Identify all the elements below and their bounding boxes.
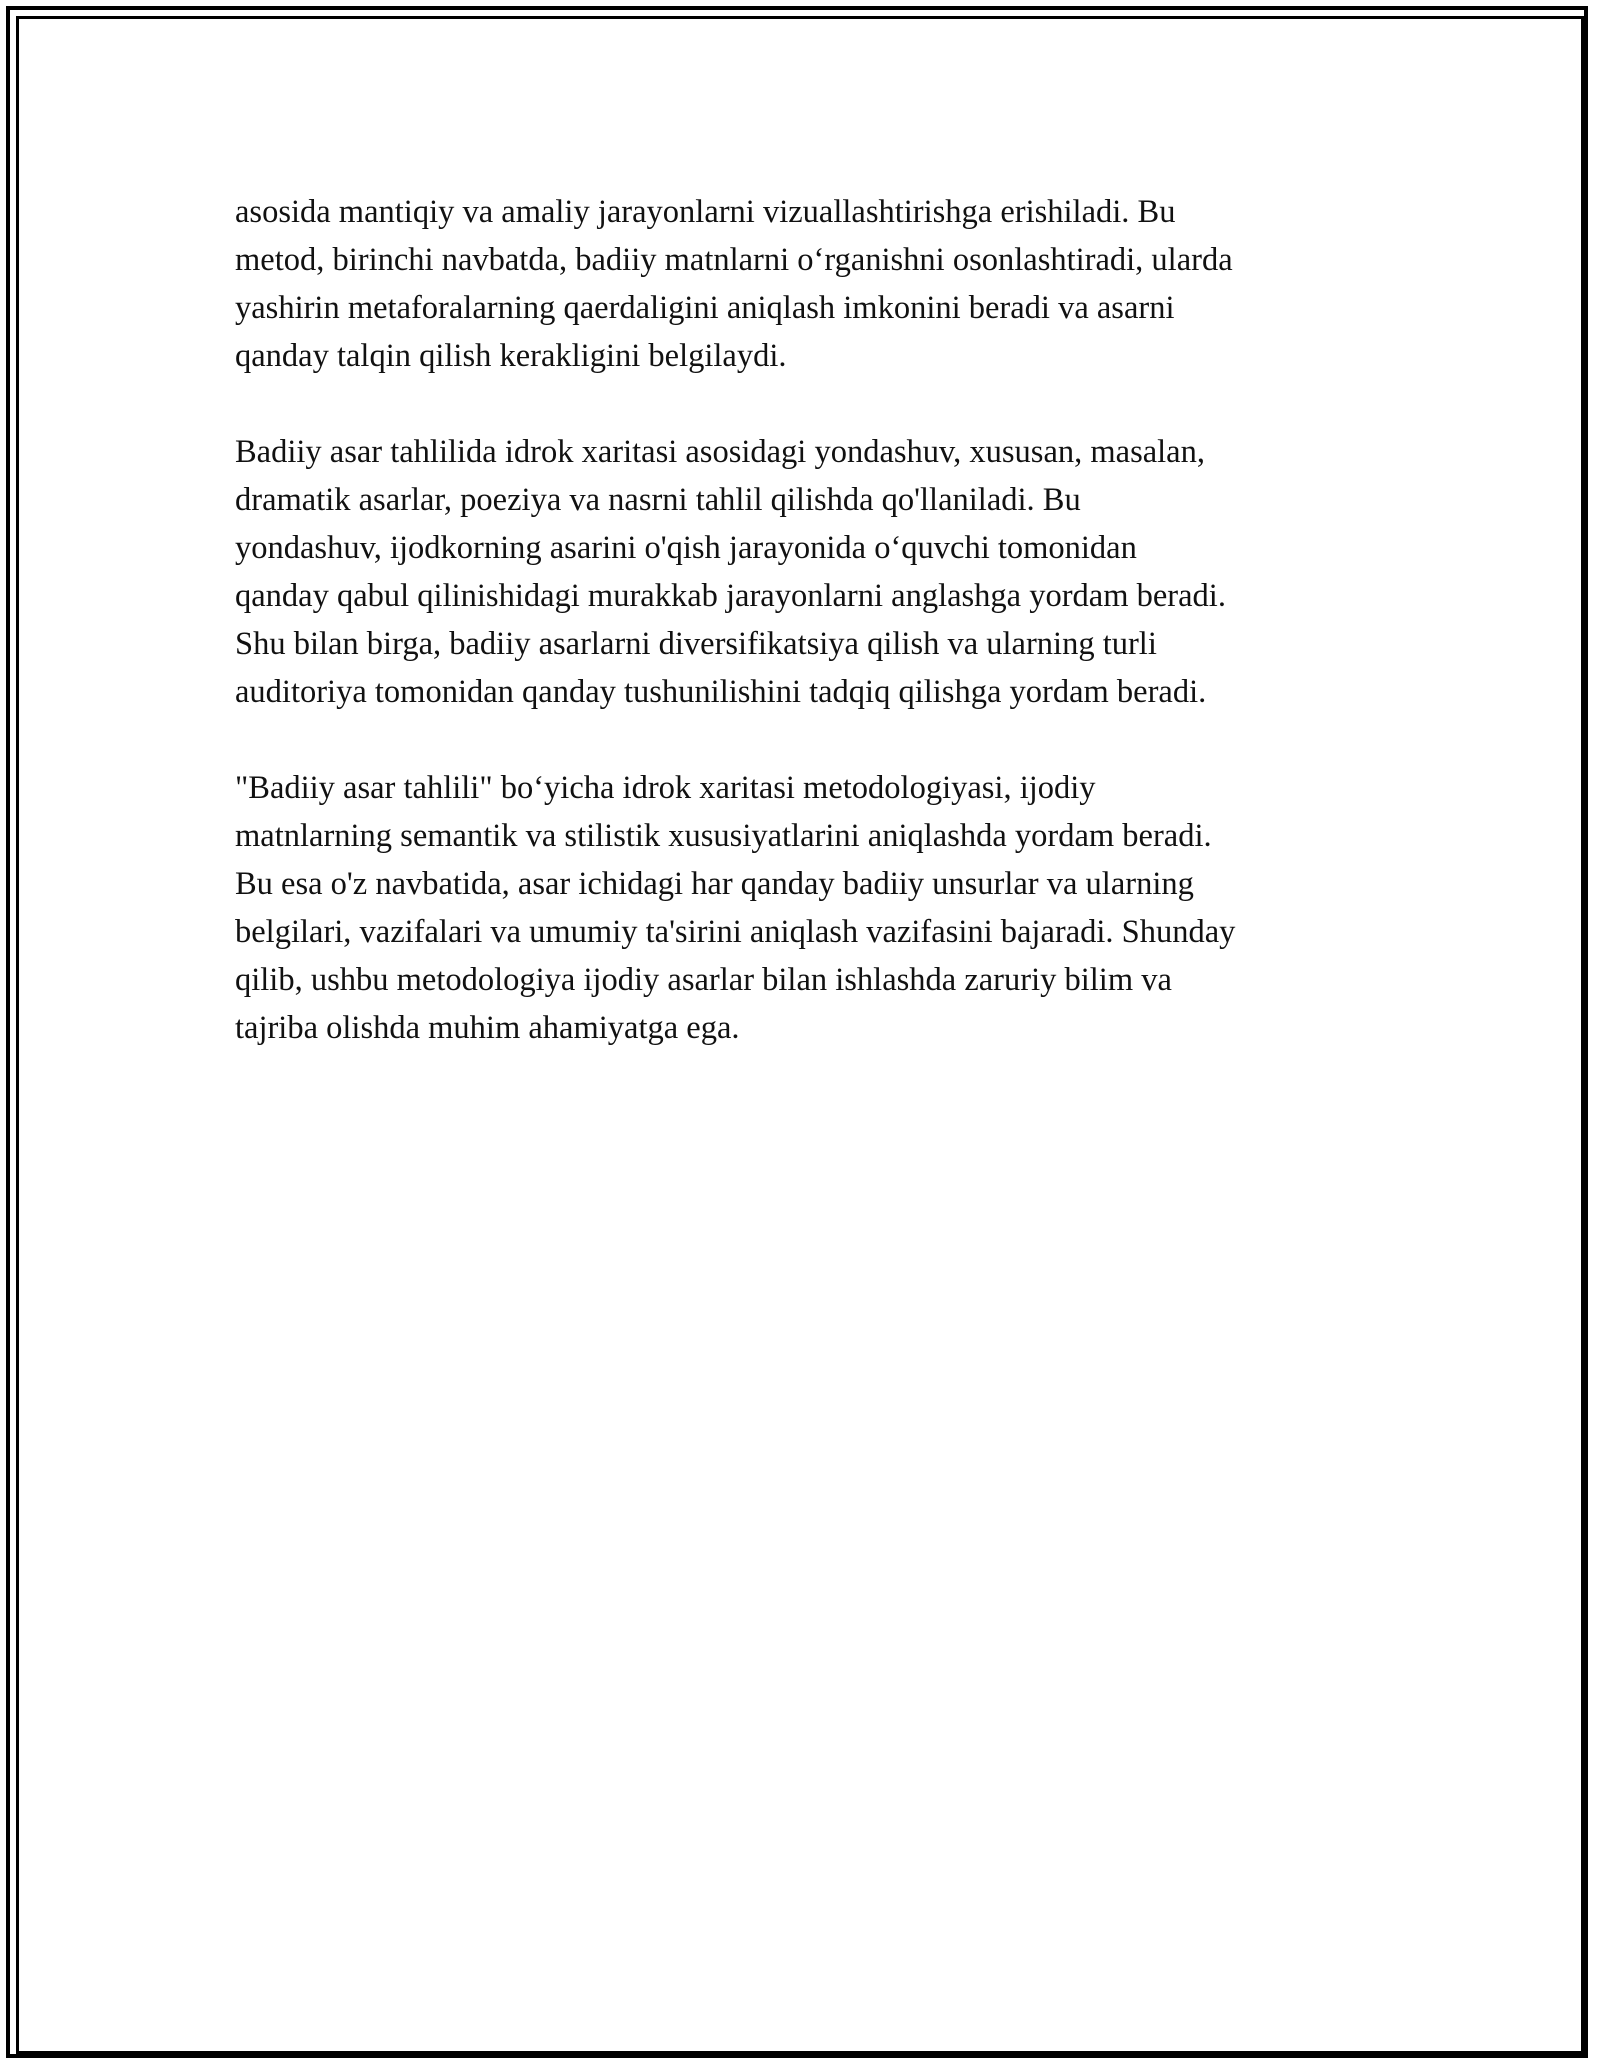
paragraph-3: "Badiiy asar tahlili" bo‘yicha idrok xaritasi metodologiyasi, ijodiy matnlarning semantik va stilistik xususiyatlarini aniqlashda yordam beradi. Bu esa o'z navbatida, asar ichidagi har qanday badiiy unsurlar va ularning belgilari, vazifalari va umumiy ta'sirini aniqlash vazifasini bajaradi. Shunday qilib, ushbu metodologiya ijodiy asarlar bilan ishlashda zaruriy bilim va tajriba olishda muhim ahamiyatga ega. xyxy=(235,770,1236,1046)
document-body xyxy=(235,188,1375,1100)
paragraph-1: asosida mantiqiy va amaliy jarayonlarni vizuallashtirishga erishiladi. Bu metod, birinchi navbatda, badiiy matnlarni o‘rganishni osonlashtiradi, ularda yashirin metaforalarning qaerdaligini aniqlash imkonini beradi va asarni qanday talqin qilish kerakligini belgilaydi. xyxy=(235,194,1233,374)
paragraph-2: Badiiy asar tahlilida idrok xaritasi asosidagi yondashuv, xususan, masalan, dramatik asarlar, poeziya va nasrni tahlil qilishda qo'llaniladi. Bu yondashuv, ijodkorning asarini o'qish jarayonida o‘quvchi tomonidan qanday qabul qilinishidagi murakkab jarayonlarni anglashga yordam beradi. Shu bilan birga, badiiy asarlarni diversifikatsiya qilish va ularning turli auditoriya tomonidan qanday tushunilishini tadqiq qilishga yordam beradi. xyxy=(235,434,1226,710)
